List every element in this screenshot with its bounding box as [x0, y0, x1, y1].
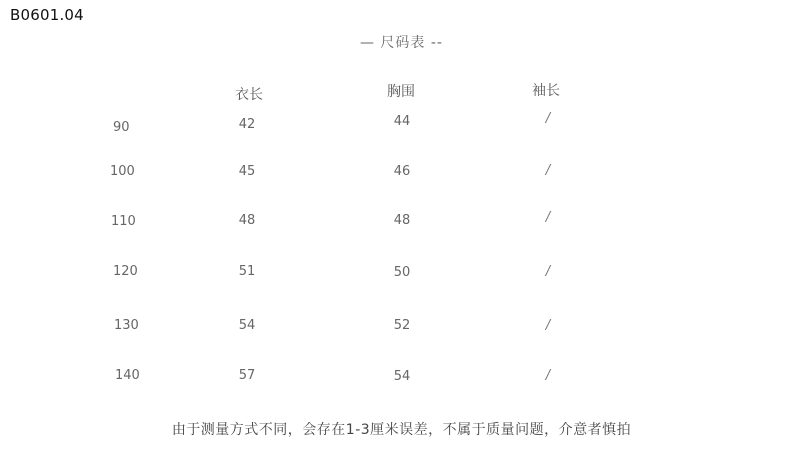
sleeve-cell: /	[545, 210, 551, 225]
sleeve-cell: /	[545, 163, 551, 178]
length-cell: 48	[238, 213, 256, 228]
length-cell: 42	[238, 117, 256, 132]
size-cell: 120	[113, 264, 138, 279]
size-cell: 110	[111, 214, 136, 229]
chest-cell: 48	[393, 213, 411, 228]
size-chart-title: — 尺码表 --	[359, 35, 443, 51]
product-code: B0601.04	[10, 6, 84, 24]
size-cell: 130	[114, 318, 139, 333]
chest-cell: 52	[393, 318, 411, 333]
sleeve-cell: /	[545, 368, 551, 383]
sleeve-cell: /	[545, 111, 551, 126]
chest-cell: 46	[393, 164, 411, 179]
length-cell: 51	[238, 264, 256, 279]
length-cell: 54	[238, 318, 256, 333]
measurement-note: 由于测量方式不同，会存在1-3厘米误差，不属于质量问题，介意者慎拍	[171, 422, 632, 438]
size-cell: 90	[113, 120, 130, 135]
sleeve-cell: /	[545, 264, 551, 279]
chest-cell: 50	[393, 265, 411, 280]
size-cell: 100	[110, 164, 135, 179]
size-cell: 140	[115, 368, 140, 383]
header-chest: 胸围	[387, 84, 415, 100]
length-cell: 57	[238, 368, 256, 383]
header-sleeve: 袖长	[532, 83, 560, 99]
chest-cell: 44	[393, 114, 411, 129]
length-cell: 45	[238, 164, 256, 179]
header-length: 衣长	[235, 87, 263, 103]
chest-cell: 54	[393, 369, 411, 384]
sleeve-cell: /	[545, 318, 551, 333]
